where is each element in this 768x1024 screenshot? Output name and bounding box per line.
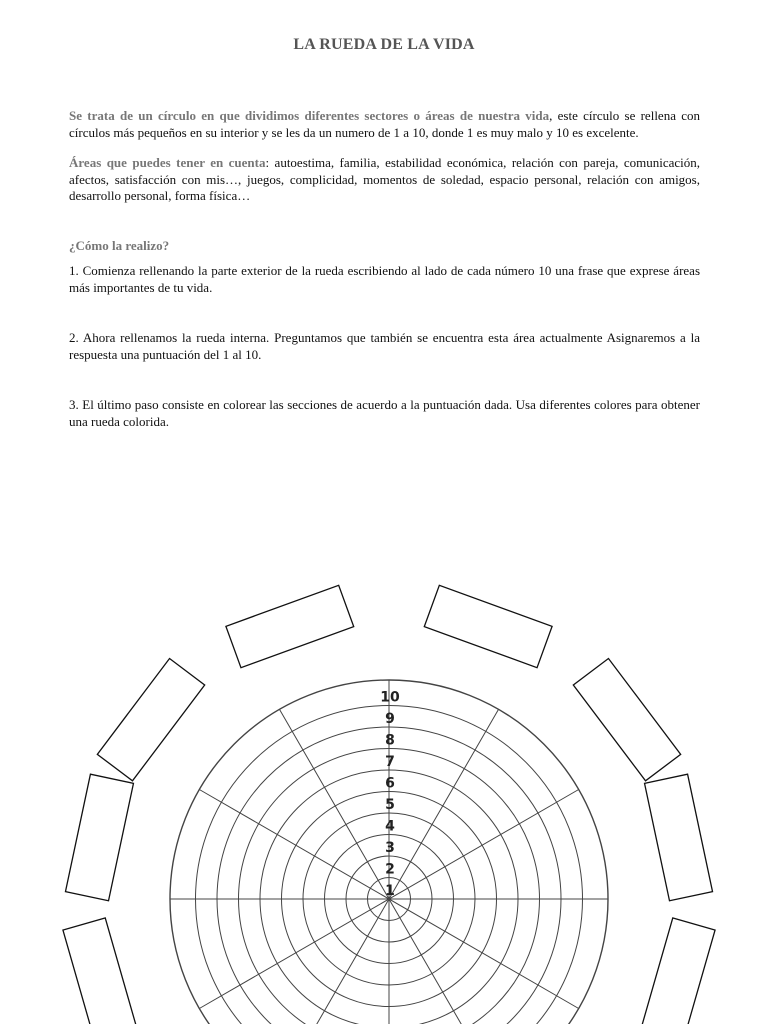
wheel-scale-label-9: 9 — [385, 711, 395, 728]
area-box-5 — [65, 774, 133, 901]
wheel-scale-labels — [380, 690, 400, 900]
areas-text: : autoestima, familia, estabilidad económica, relación con pareja, comunicación, afectos, satisfacción con mis…, juegos, complicidad, momentos de soledad, espacio personal, relación con amigos, desarrollo personal, forma física… — [69, 155, 700, 203]
area-box-6 — [645, 774, 713, 901]
wheel-scale-label-6: 6 — [385, 775, 395, 792]
step-3: 3. El último paso consiste en colorear las secciones de acuerdo a la puntuación dada. Usa diferentes colores para obtener una rueda colorida. — [69, 397, 700, 429]
areas-lead: Áreas que puedes tener en cuenta — [69, 155, 266, 170]
wheel-scale-label-1: 1 — [385, 883, 395, 900]
intro-text: , este círculo se rellena con círculos más pequeños en su interior y se les da un numero de 1 a 10, donde 1 es muy malo y 10 es excelente. — [69, 108, 701, 140]
wheel-scale-label-7: 7 — [385, 754, 395, 771]
step-1: 1. Comienza rellenando la parte exterior de la rueda escribiendo al lado de cada número 10 una frase que exprese áreas más importantes de tu vida. — [69, 263, 700, 295]
area-box-frame — [97, 659, 204, 781]
wheel-scale-label-2: 2 — [385, 861, 395, 878]
area-box-frame — [640, 918, 715, 1024]
wheel-scale-label-5: 5 — [385, 797, 395, 814]
area-box-frame — [645, 774, 713, 901]
step-2: 2. Ahora rellenamos la rueda interna. Preguntamos que también se encuentra esta área actualmente Asignaremos a la respuesta una puntuación del 1 al 10. — [69, 330, 700, 362]
wheel-scale-label-4: 4 — [385, 818, 395, 835]
area-box-frame — [63, 918, 138, 1024]
area-box-2 — [424, 585, 552, 667]
wheel-scale-label-3: 3 — [385, 840, 395, 857]
intro-lead: Se trata de un círculo en que dividimos diferentes sectores o áreas de nuestra vida — [69, 108, 550, 123]
area-box-frame — [226, 585, 354, 667]
page-title: LA RUEDA DE LA VIDA — [293, 36, 475, 53]
area-box-frame — [65, 774, 133, 901]
area-box-3 — [97, 659, 204, 781]
area-box-frame — [424, 585, 552, 667]
area-box-frame — [573, 659, 680, 781]
area-box-1 — [226, 585, 354, 667]
wheel-scale-label-10: 10 — [380, 689, 400, 706]
area-box-8 — [640, 918, 715, 1024]
how-heading: ¿Cómo la realizo? — [69, 238, 170, 253]
wheel-scale-label-8: 8 — [385, 732, 395, 749]
area-box-4 — [573, 659, 680, 781]
area-box-7 — [63, 918, 138, 1024]
